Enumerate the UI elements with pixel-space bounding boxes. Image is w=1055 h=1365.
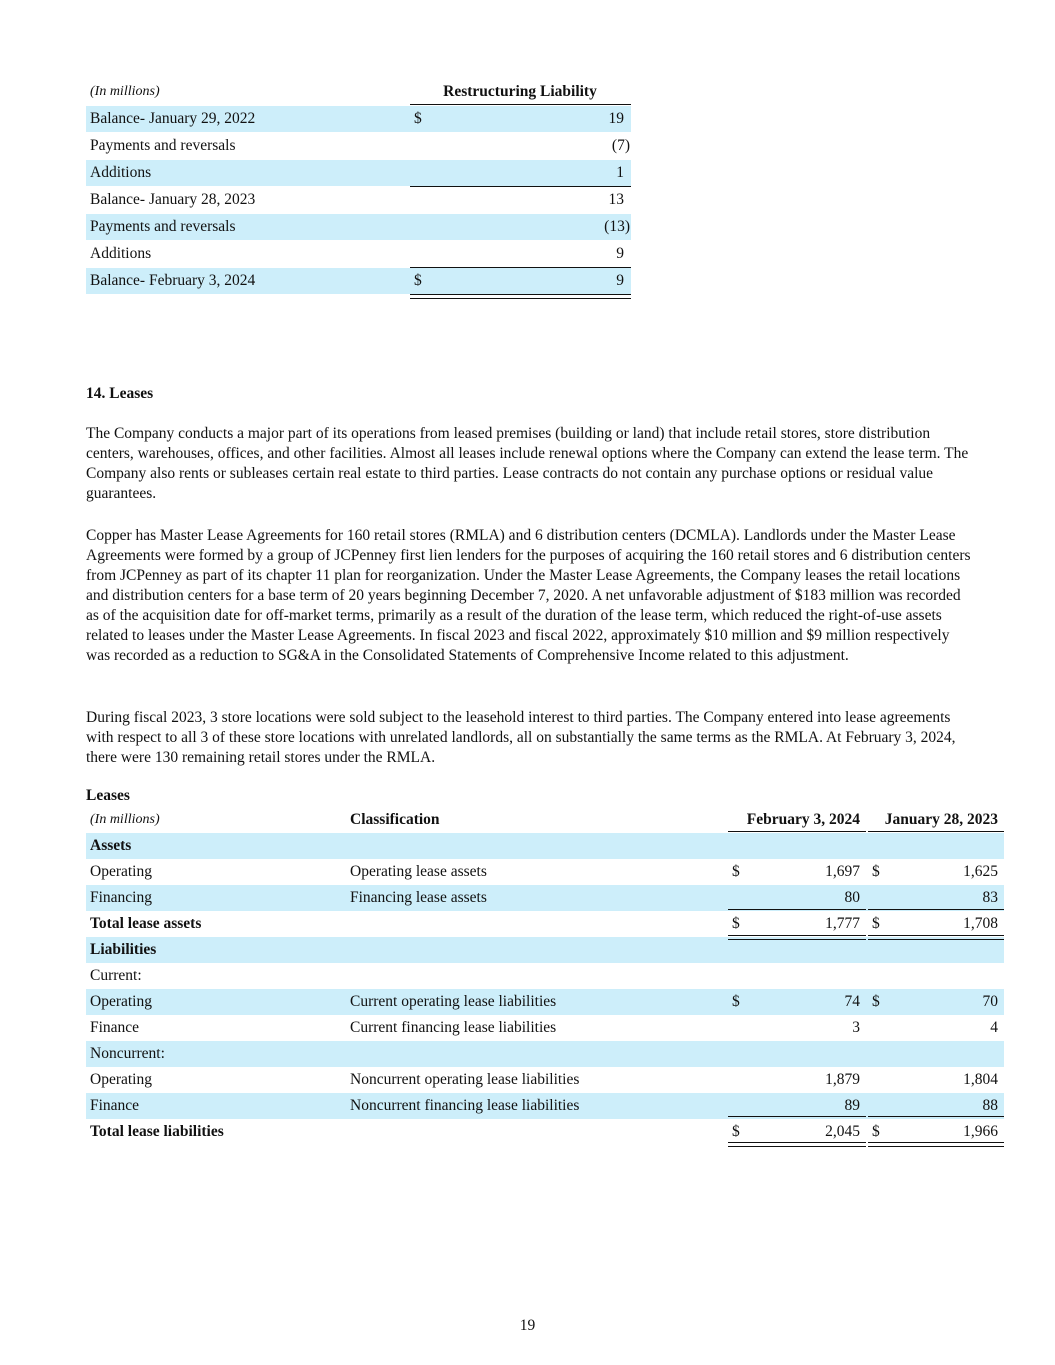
row-value: 9 xyxy=(616,272,624,289)
row-label: Liabilities xyxy=(90,941,157,958)
row-label: Financing xyxy=(90,889,152,906)
table-row xyxy=(86,214,631,240)
table-row xyxy=(86,1067,1004,1093)
table-row xyxy=(86,937,1004,963)
row-value-2024: 1,777 xyxy=(825,915,860,932)
table-row xyxy=(86,1041,1004,1067)
row-value-2023: 4 xyxy=(990,1019,998,1036)
row-classification: Noncurrent financing lease liabilities xyxy=(350,1097,580,1114)
table-row xyxy=(86,911,1004,937)
row-classification: Noncurrent operating lease liabilities xyxy=(350,1071,580,1088)
section-heading: 14. Leases xyxy=(86,385,154,402)
paragraph: The Company conducts a major part of its operations from leased premises (building or land) that include retail stores, store distribution centers, warehouses, offices, and other facilities. Almost all leases include renewal options where the Company can extend the lease term. The Company also rents or subleases certain real estate to third parties. Lease contracts do not contain any purchase options or residual value guarantees. xyxy=(86,425,969,502)
row-label: Current: xyxy=(90,967,142,984)
row-label: Balance- January 28, 2023 xyxy=(90,191,256,208)
row-value-2023: 1,708 xyxy=(963,915,998,932)
row-label: Operating xyxy=(90,863,152,880)
row-value-2024 xyxy=(776,833,860,859)
row-value-2023: 83 xyxy=(982,889,998,906)
currency-symbol: $ xyxy=(732,863,740,880)
row-value-2024 xyxy=(776,1041,860,1067)
row-classification: Operating lease assets xyxy=(350,863,487,880)
currency-symbol: $ xyxy=(732,1123,740,1140)
col2-header: January 28, 2023 xyxy=(884,811,998,828)
row-label: Total lease assets xyxy=(90,915,202,932)
leases-unit-label: (In millions) xyxy=(90,812,160,827)
row-label: Finance xyxy=(90,1097,140,1114)
table-row xyxy=(86,268,631,294)
row-value-2023 xyxy=(906,1041,998,1067)
row-label: Assets xyxy=(90,837,132,854)
table-row xyxy=(86,989,1004,1015)
page-number: 19 xyxy=(519,1317,536,1334)
table-row xyxy=(86,106,631,132)
row-value-2023: 70 xyxy=(982,993,998,1010)
row-value-2023 xyxy=(906,937,998,963)
row-label: Payments and reversals xyxy=(90,218,236,235)
table-row xyxy=(86,187,631,213)
row-value: 9 xyxy=(616,245,624,262)
row-value-2024: 2,045 xyxy=(825,1123,860,1140)
row-value-2024: 74 xyxy=(844,993,860,1010)
row-label: Additions xyxy=(90,164,152,181)
row-classification: Financing lease assets xyxy=(350,889,487,906)
row-value: (13) xyxy=(604,218,630,235)
row-value-2023 xyxy=(906,833,998,859)
restructuring-column-header: Restructuring Liability xyxy=(443,83,597,100)
row-label: Noncurrent: xyxy=(90,1045,165,1062)
row-value-2023: 1,804 xyxy=(963,1071,998,1088)
row-value-2024: 3 xyxy=(852,1019,860,1036)
row-label: Operating xyxy=(90,993,152,1010)
currency-symbol: $ xyxy=(872,993,880,1010)
table-row xyxy=(86,1093,1004,1119)
table-row xyxy=(86,1119,1004,1145)
row-label: Operating xyxy=(90,1071,152,1088)
currency-symbol: $ xyxy=(732,915,740,932)
row-label: Additions xyxy=(90,245,152,262)
paragraph: Copper has Master Lease Agreements for 160 retail stores (RMLA) and 6 distribution centers (DCMLA). Landlords under the Master Lease Agreements were formed by a group of JCPenney first lien lenders for the purposes of acquiring the 160 retail stores and 6 distribution centers from JCPenney as part of its chapter 11 plan for reorganization. Under the Master Lease Agreements, the Company leases the retail locations and distribution centers for a base term of 20 years beginning December 7, 2020. A net unfavorable adjustment of $183 million was recorded as of the acquisition date for off-market terms, primarily as a result of the duration of the lease term, which reduced the right-of-use assets related to leases under the Master Lease Agreements. In fiscal 2023 and fiscal 2022, approximately $10 million and $9 million respectively was recorded as a reduction to SG&A in the Consolidated Statements of Comprehensive Income related to this adjustment. xyxy=(86,527,971,664)
row-label: Balance- February 3, 2024 xyxy=(90,272,256,289)
classification-header: Classification xyxy=(350,811,440,828)
table-row xyxy=(86,133,631,159)
row-classification: Current financing lease liabilities xyxy=(350,1019,557,1036)
row-value-2024: 89 xyxy=(844,1097,860,1114)
leases-table-title: Leases xyxy=(86,787,130,804)
table-row xyxy=(86,1015,1004,1041)
row-value-2024: 80 xyxy=(844,889,860,906)
currency-symbol: $ xyxy=(732,993,740,1010)
table-row xyxy=(86,885,1004,911)
currency-symbol: $ xyxy=(872,915,880,932)
table-row xyxy=(86,833,1004,859)
table-row xyxy=(86,859,1004,885)
row-value: 13 xyxy=(608,191,624,208)
row-label: Balance- January 29, 2022 xyxy=(90,110,256,127)
row-value-2024 xyxy=(776,937,860,963)
row-value-2023 xyxy=(906,963,998,989)
currency-symbol: $ xyxy=(872,863,880,880)
currency-symbol: $ xyxy=(414,272,422,289)
col1-header: February 3, 2024 xyxy=(746,811,860,828)
restructuring-unit-label: (In millions) xyxy=(90,84,160,99)
paragraph: During fiscal 2023, 3 store locations were sold subject to the leasehold interest to third parties. The Company entered into lease agreements with respect to all 3 of these store locations with unrelated landlords, all on substantially the same terms as the RMLA. At February 3, 2024, there were 130 remaining retail stores under the RMLA. xyxy=(86,709,956,766)
row-label: Payments and reversals xyxy=(90,137,236,154)
row-label: Finance xyxy=(90,1019,140,1036)
table-row xyxy=(86,160,631,186)
row-value-2023: 88 xyxy=(982,1097,998,1114)
row-value-2024: 1,697 xyxy=(825,863,860,880)
table-row xyxy=(86,241,631,267)
row-value: 19 xyxy=(608,110,624,127)
row-label: Total lease liabilities xyxy=(90,1123,224,1140)
row-value: 1 xyxy=(616,164,624,181)
row-value-2024: 1,879 xyxy=(825,1071,860,1088)
table-row xyxy=(86,963,1004,989)
row-value-2024 xyxy=(776,963,860,989)
row-value-2023: 1,625 xyxy=(963,863,998,880)
currency-symbol: $ xyxy=(872,1123,880,1140)
row-classification: Current operating lease liabilities xyxy=(350,993,557,1010)
row-value: (7) xyxy=(611,137,630,154)
currency-symbol: $ xyxy=(414,110,422,127)
row-value-2023: 1,966 xyxy=(963,1123,998,1140)
